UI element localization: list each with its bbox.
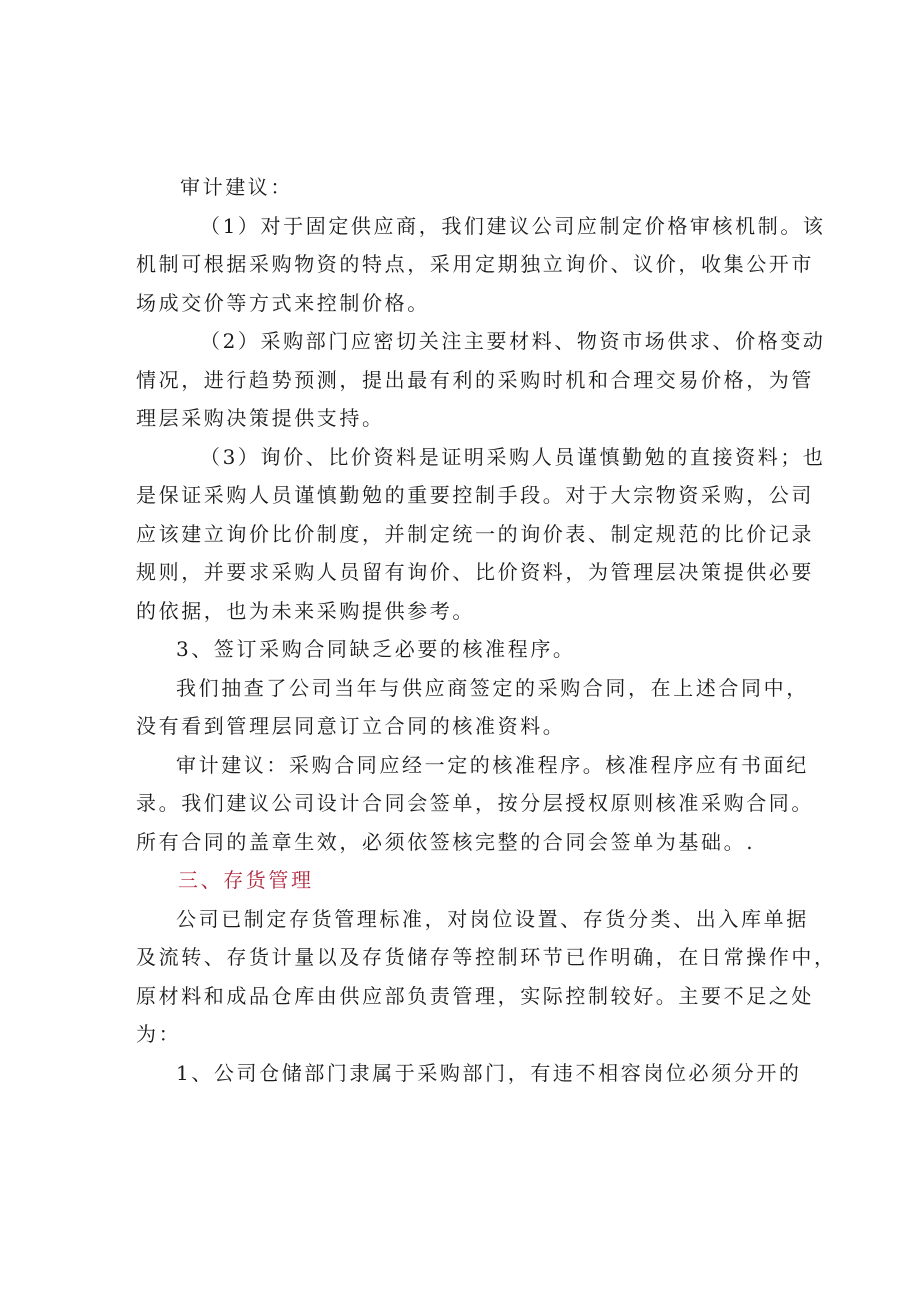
paragraph-line: （1）对于固定供应商，我们建议公司应制定价格审核机制。该 bbox=[200, 213, 826, 238]
paragraph-6 bbox=[136, 900, 837, 1054]
paragraph-line: 审计建议：采购合同应经一定的核准程序。核准程序应有书面纪 bbox=[176, 752, 809, 777]
paragraph-4 bbox=[136, 669, 809, 746]
paragraph-line: 机制可根据采购物资的特点，采用定期独立询价、议价，收集公开市 bbox=[136, 252, 814, 276]
paragraph-line: 为： bbox=[136, 1022, 182, 1046]
paragraph-line: 是保证采购人员谨慎勤勉的重要控制手段。对于大宗物资采购，公司 bbox=[136, 483, 814, 507]
paragraph-line: （2）采购部门应密切关注主要材料、物资市场供求、价格变动 bbox=[200, 329, 826, 353]
item-3-title: 3、签订采购合同缺乏必要的核准程序。 bbox=[176, 637, 576, 661]
paragraph-line: 场成交价等方式来控制价格。 bbox=[136, 290, 430, 315]
paragraph-line: 的依据，也为未来采购提供参考。 bbox=[136, 598, 475, 623]
paragraph-line: 公司已制定存货管理标准，对岗位设置、存货分类、出入库单据 bbox=[176, 906, 809, 931]
section-heading-inventory: 三、存货管理 bbox=[178, 868, 314, 892]
paragraph-line: 所有合同的盖章生效，必须依签核完整的合同会签单为基础。. bbox=[136, 829, 756, 854]
paragraph-line: （3）询价、比价资料是证明采购人员谨慎勤勉的直接资料；也 bbox=[200, 444, 826, 469]
paragraph-line: 情况，进行趋势预测，提出最有利的采购时机和合理交易价格，为管 bbox=[136, 367, 814, 392]
paragraph-line: 没有看到管理层同意订立合同的核准资料。 bbox=[136, 714, 566, 738]
paragraph-line: 录。我们建议公司设计合同会签单，按分层授权原则核准采购合同。 bbox=[136, 791, 814, 815]
paragraph-line: 理层采购决策提供支持。 bbox=[136, 406, 385, 430]
paragraph-line: 应该建立询价比价制度，并制定统一的询价表、制定规范的比价记录 bbox=[136, 521, 814, 546]
audit-suggestion-heading: 审计建议： bbox=[180, 175, 293, 199]
paragraph-1 bbox=[136, 207, 826, 323]
document-page bbox=[136, 168, 837, 1092]
paragraph-2 bbox=[136, 322, 826, 438]
paragraph-line: 1、公司仓储部门隶属于采购部门，有违不相容岗位必须分开的 bbox=[176, 1060, 802, 1085]
paragraph-3 bbox=[136, 438, 826, 631]
paragraph-line: 原材料和成品仓库由供应部负责管理，实际控制较好。主要不足之处 bbox=[136, 983, 814, 1008]
paragraph-5 bbox=[136, 746, 814, 862]
paragraph-line: 我们抽查了公司当年与供应商签定的采购合同，在上述合同中， bbox=[176, 675, 809, 700]
paragraph-line: 规则，并要求采购人员留有询价、比价资料，为管理层决策提供必要 bbox=[136, 560, 814, 584]
paragraph-7 bbox=[136, 1054, 802, 1093]
paragraph-line: 及流转、存货计量以及存货储存等控制环节已作明确，在日常操作中， bbox=[136, 945, 837, 969]
